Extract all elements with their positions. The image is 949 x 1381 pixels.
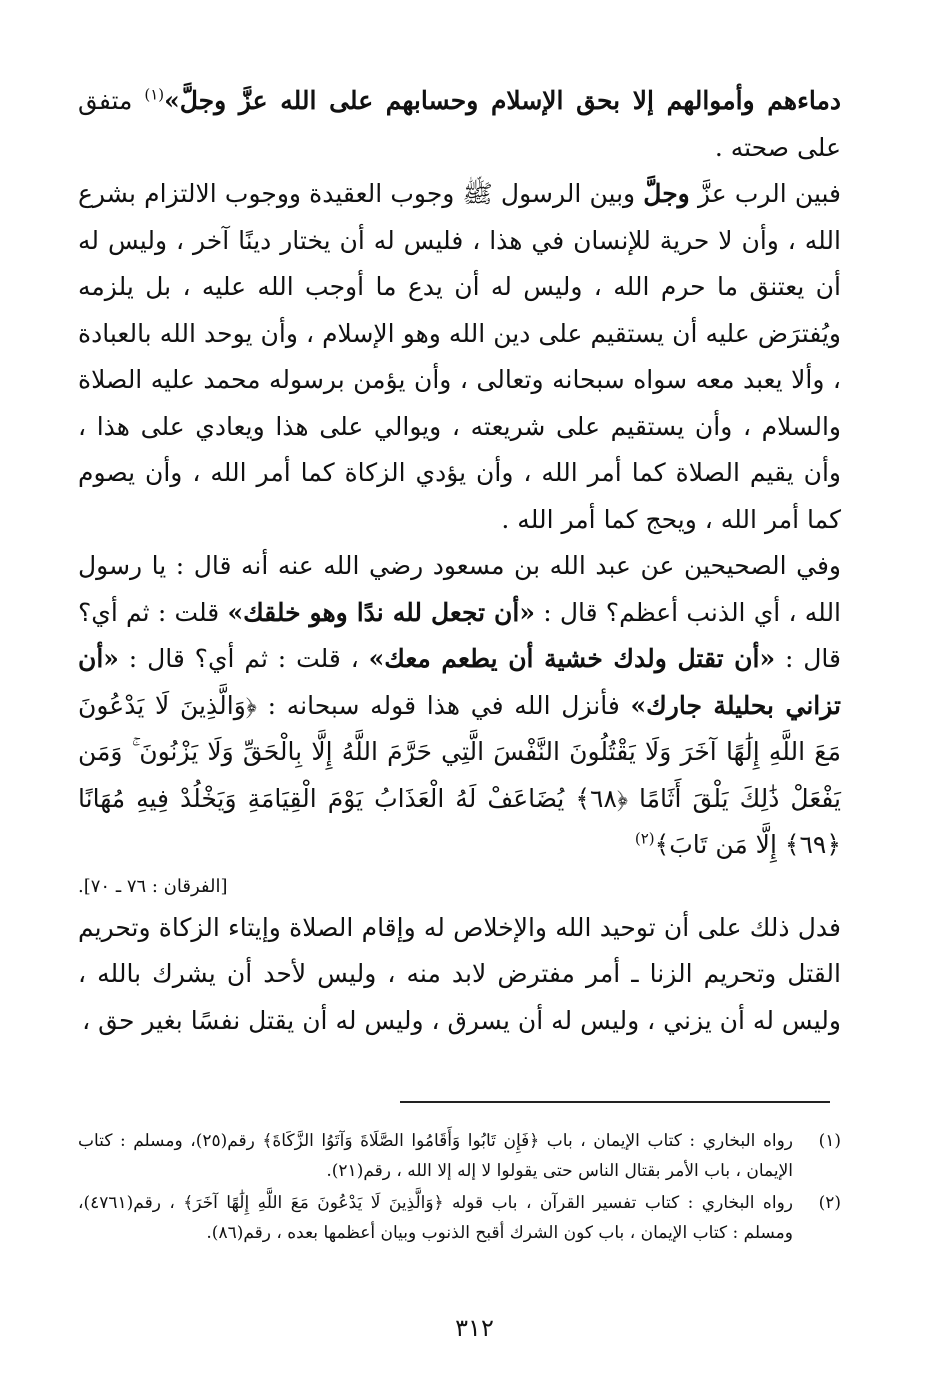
footnote-text: رواه البخاري : كتاب تفسير القرآن ، باب قوله ﴿وَالَّذِينَ لَا يَدْعُونَ مَعَ اللَّهِ إِلَٰهًا آخَرَ﴾ ، رقم(٤٧٦١)، ومسلم : كتاب الإيمان ، باب كون الشرك أقبح الذنوب وبيان أعظمها بعده ، رقم(٨٦).	[78, 1193, 793, 1243]
main-text	[78, 78, 841, 1044]
footnote-number: (١)	[818, 1131, 841, 1151]
hadith-quote: دماءهم وأموالهم إلا بحق الإسلام وحسابهم على الله عزَّ وجلَّ»	[164, 86, 841, 115]
paragraph-text: فأنزل الله في هذا قوله سبحانه :	[256, 690, 631, 720]
quran-verse: ﴿وَالَّذِينَ لَا يَدْعُونَ مَعَ اللَّهِ إِلَٰهًا آخَرَ وَلَا يَقْتُلُونَ النَّفْسَ الَّتِي حَرَّمَ اللَّهُ إِلَّا بِالْحَقِّ وَلَا يَزْنُونَ ۚ وَمَن يَفْعَلْ ذَٰلِكَ يَلْقَ أَثَامًا ﴿٦٨﴾ يُضَاعَفْ لَهُ الْعَذَابُ يَوْمَ الْقِيَامَةِ وَيَخْلُدْ فِيهِ مُهَانًا ﴿٦٩﴾ إِلَّا مَن تَابَ﴾	[78, 690, 841, 859]
verse-reference	[78, 869, 841, 905]
hadith-quote: «أن تزاني بحليلة جارك»	[78, 644, 842, 720]
paragraph-1	[78, 78, 841, 171]
footnotes	[78, 1126, 841, 1248]
footnote-text: رواه البخاري : كتاب الإيمان ، باب ﴿فَإِن تَابُوا وَأَقَامُوا الصَّلَاةَ وَآتَوُا الزَّكَاةَ﴾ رقم(٢٥)، ومسلم : كتاب الإيمان ، باب الأمر بقتال الناس حتى يقولوا لا إله إلا الله ، رقم(٢١).	[78, 1131, 793, 1181]
paragraph-text: قلت : ثم أي؟ قال :	[78, 597, 841, 673]
footnote-2	[78, 1188, 841, 1248]
paragraph-text: ، قلت : ثم أي؟ قال :	[118, 644, 369, 673]
paragraph-text: وفي الصحيحين عن عبد الله بن مسعود رضي الله عنه أنه قال : يا رسول الله ، أي الذنب أعظم؟ قال :	[78, 551, 842, 627]
paragraph-4: فدل ذلك على أن توحيد الله والإخلاص له وإقام الصلاة وإيتاء الزكاة وتحريم القتل وتحريم الزنا ـ أمر مفترض لابد منه ، وليس لأحد أن يشرك بالله ، وليس له أن يزني ، وليس له أن يسرق ، وليس له أن يقتل نفسًا بغير حق ،	[78, 912, 841, 1035]
paragraph-2	[78, 171, 841, 543]
footnote-number: (٢)	[818, 1193, 841, 1213]
emphasis-text: وجلَّ	[643, 179, 690, 208]
hadith-quote: «أن تقتل ولدك خشية أن يطعم معك»	[368, 644, 776, 673]
hadith-quote: «أن تجعل لله ندًا وهو خلقك»	[227, 597, 535, 627]
footnote-marker-2[interactable]: (٢)	[634, 829, 655, 848]
page-number: ٣١٢	[455, 1314, 494, 1342]
paragraph-text: وبين الرسول ﷺ وجوب العقيدة ووجوب الالتزام بشرع الله ، وأن لا حرية للإنسان في هذا ، فليس له أن يختار دينًا آخر ، وليس له أن يعتنق ما حرم الله ، وليس له أن يدع ما أوجب الله عليه ، بل يلزمه ويُفترَض عليه أن يستقيم على دين الله وهو الإسلام ، وأن يوحد الله بالعبادة ، وألا يعبد معه سواه سبحانه وتعالى ، وأن يؤمن برسوله محمد عليه الصلاة والسلام ، وأن يستقيم على شريعته ، ويوالي على هذا ويعادي على هذا ، وأن يقيم الصلاة كما أمر الله ، وأن يؤدي الزكاة كما أمر الله ، وأن يصوم كما أمر الله ، ويحج كما أمر الله .	[78, 179, 841, 534]
footnote-1	[78, 1126, 841, 1186]
paragraph-3	[78, 543, 841, 869]
paragraph-text: متفق على صحته .	[78, 86, 841, 162]
footnote-marker-1[interactable]: (١)	[144, 85, 165, 104]
surah-reference: [الفرقان : ٧٦ ـ ٧٠].	[78, 875, 228, 897]
footnote-divider	[400, 1101, 830, 1103]
paragraph-text: فبين الرب عزَّ	[689, 179, 841, 208]
